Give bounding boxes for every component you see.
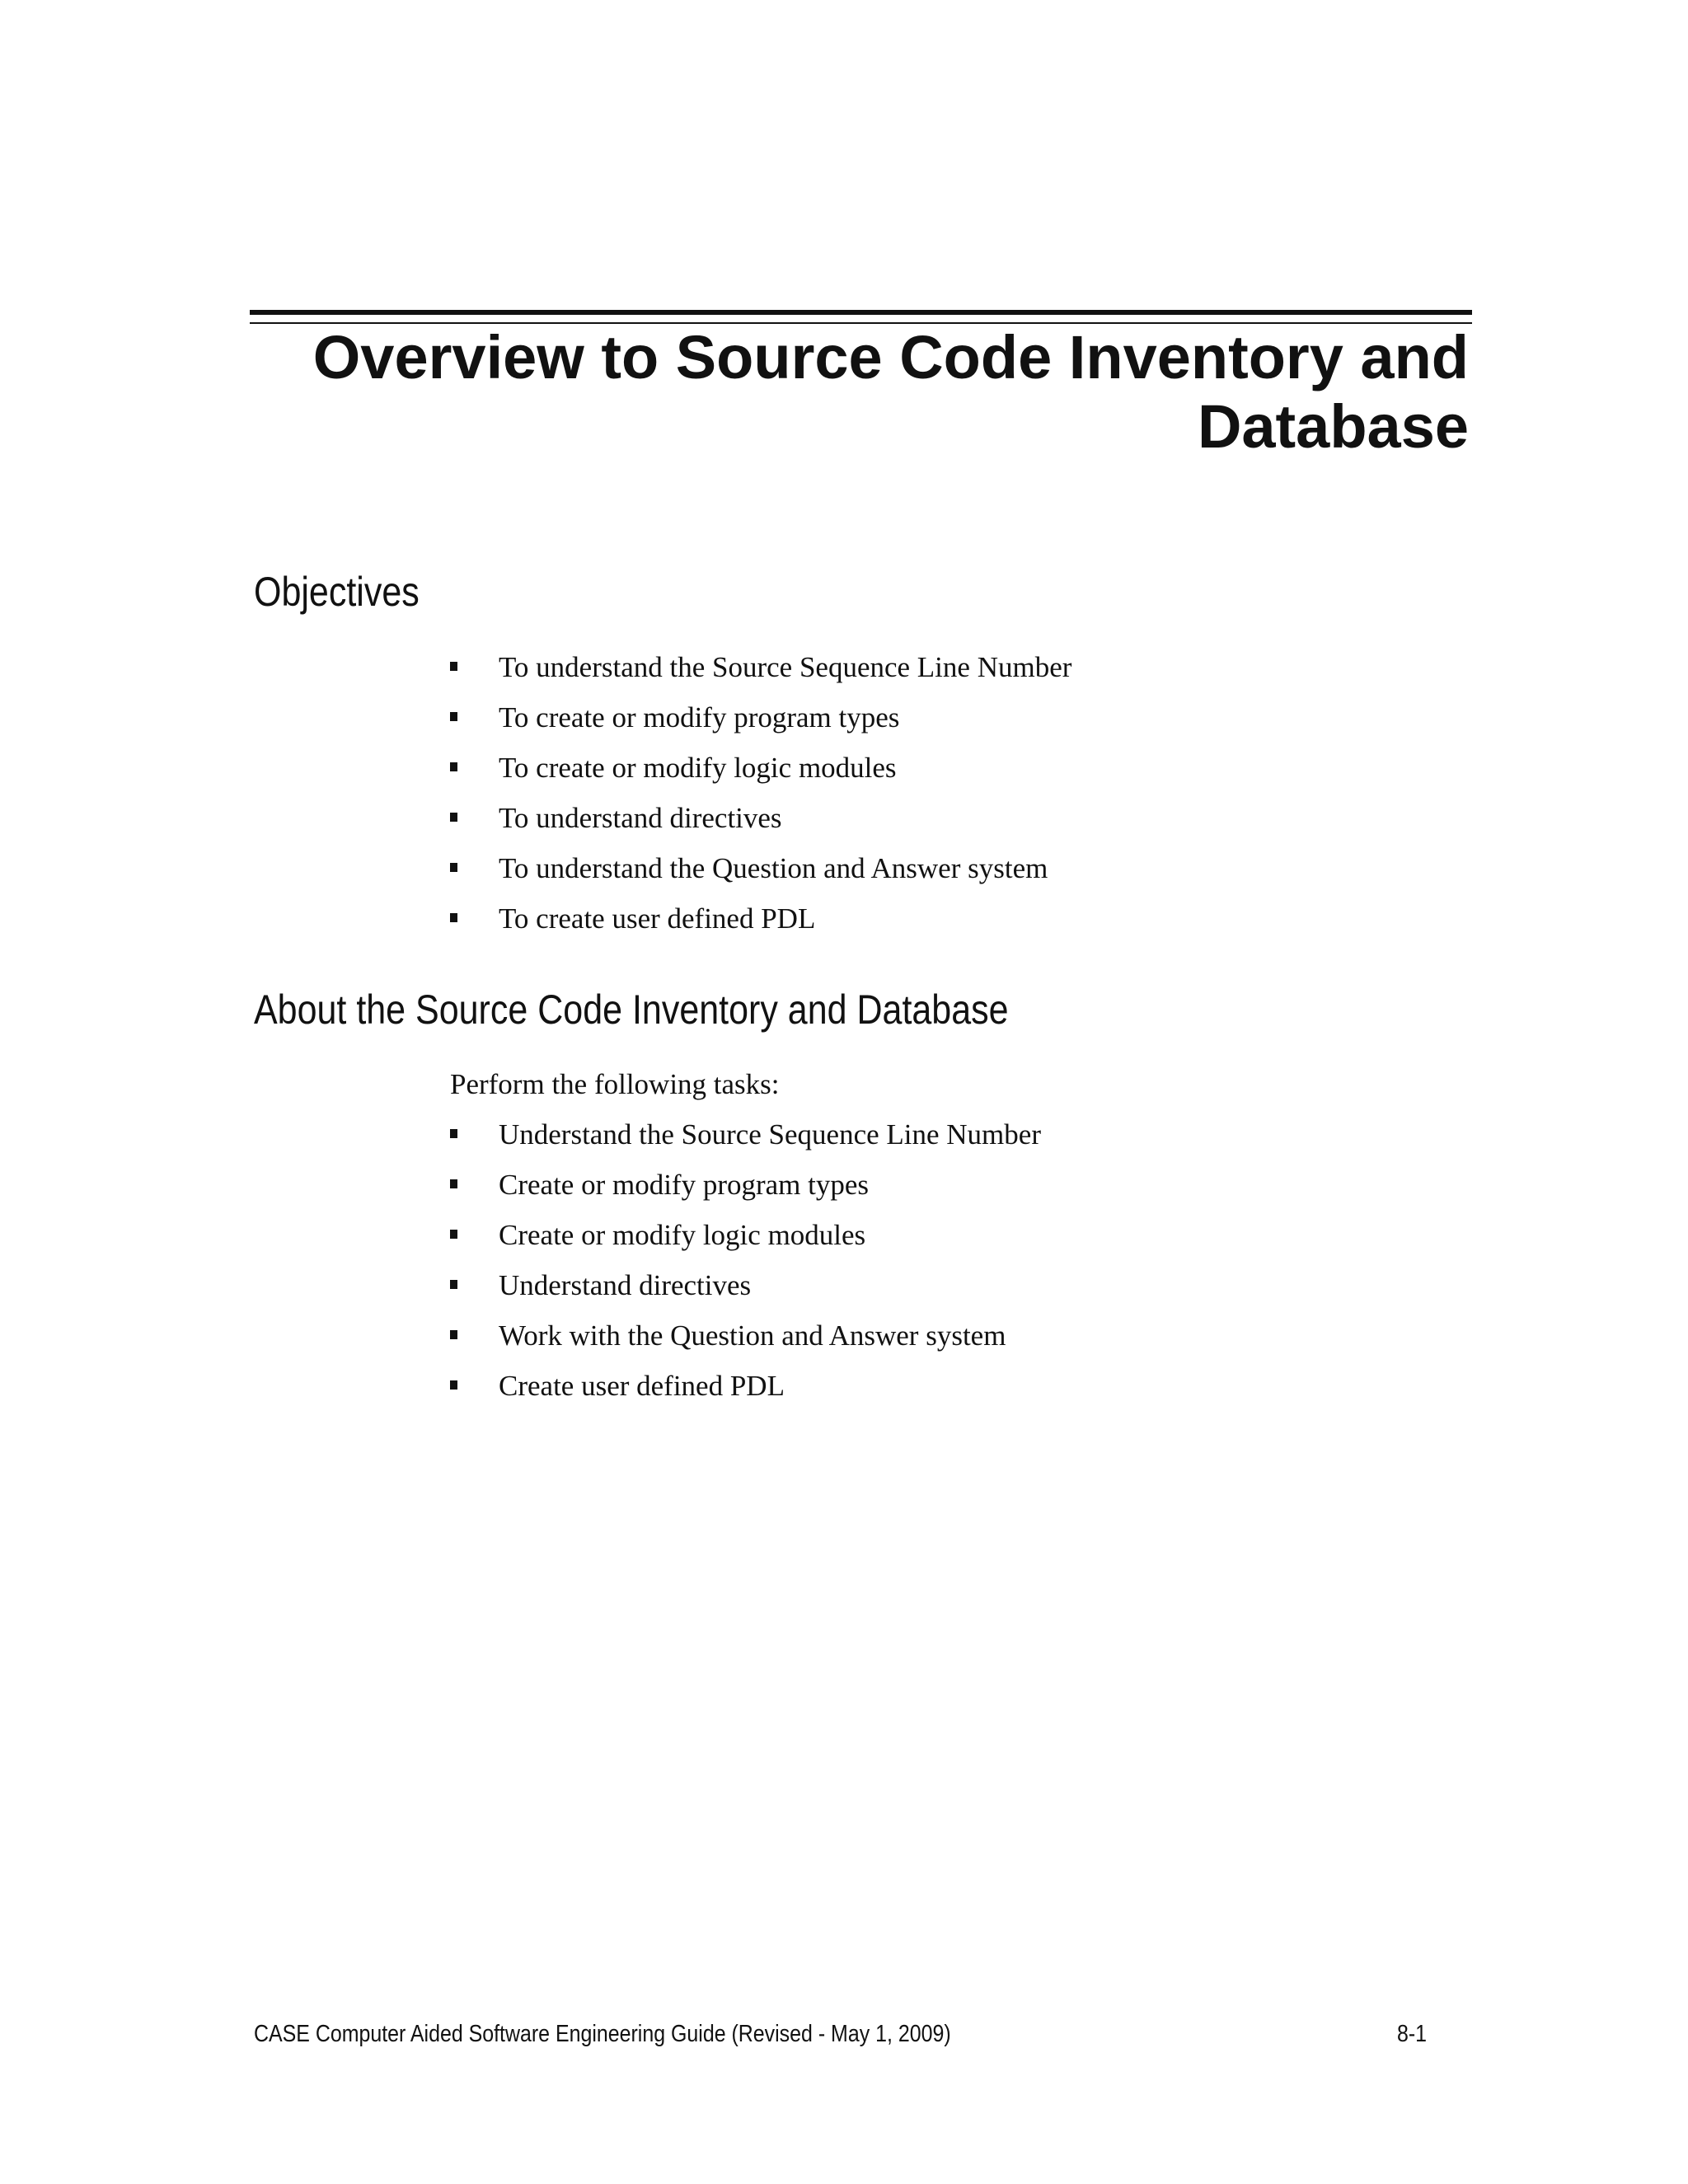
list-item-text: Create or modify logic modules xyxy=(499,1219,866,1251)
footer-guide-title: CASE Computer Aided Software Engineering Guide (Revised - May 1, 2009) xyxy=(254,2021,951,2047)
list-item-text: To understand the Question and Answer system xyxy=(499,852,1048,884)
bullet-icon xyxy=(450,1230,457,1239)
title-rule-thick xyxy=(250,310,1472,315)
bullet-icon xyxy=(450,913,457,922)
list-item-text: To create or modify logic modules xyxy=(499,752,897,784)
list-item-text: To understand directives xyxy=(499,802,782,834)
bullet-icon xyxy=(450,1179,457,1188)
list-item-text: To create user defined PDL xyxy=(499,902,816,935)
bullet-icon xyxy=(450,863,457,872)
bullet-icon xyxy=(450,1380,457,1390)
chapter-title-line-1: Overview to Source Code Inventory and xyxy=(312,323,1469,391)
objectives-heading: Objectives xyxy=(254,569,420,615)
bullet-icon xyxy=(450,662,457,671)
list-item-text: Work with the Question and Answer system xyxy=(499,1319,1006,1352)
about-intro: Perform the following tasks: xyxy=(450,1068,780,1100)
page-number: 8-1 xyxy=(1397,2021,1428,2047)
bullet-icon xyxy=(450,1129,457,1138)
list-item-text: To create or modify program types xyxy=(499,701,900,733)
chapter-title xyxy=(232,323,1469,462)
list-item-text: Create user defined PDL xyxy=(499,1370,785,1402)
bullet-icon xyxy=(450,762,457,771)
bullet-icon xyxy=(450,813,457,822)
bullet-icon xyxy=(450,1330,457,1339)
list-item-text: Create or modify program types xyxy=(499,1169,870,1201)
bullet-icon xyxy=(450,712,457,721)
list-item-text: Understand the Source Sequence Line Number xyxy=(499,1118,1041,1151)
list-item-text: Understand directives xyxy=(499,1269,752,1301)
bullet-icon xyxy=(450,1280,457,1289)
chapter-title-line-2: Database xyxy=(1197,392,1469,461)
about-heading: About the Source Code Inventory and Database xyxy=(254,987,1009,1033)
list-item-text: To understand the Source Sequence Line Number xyxy=(499,651,1072,683)
